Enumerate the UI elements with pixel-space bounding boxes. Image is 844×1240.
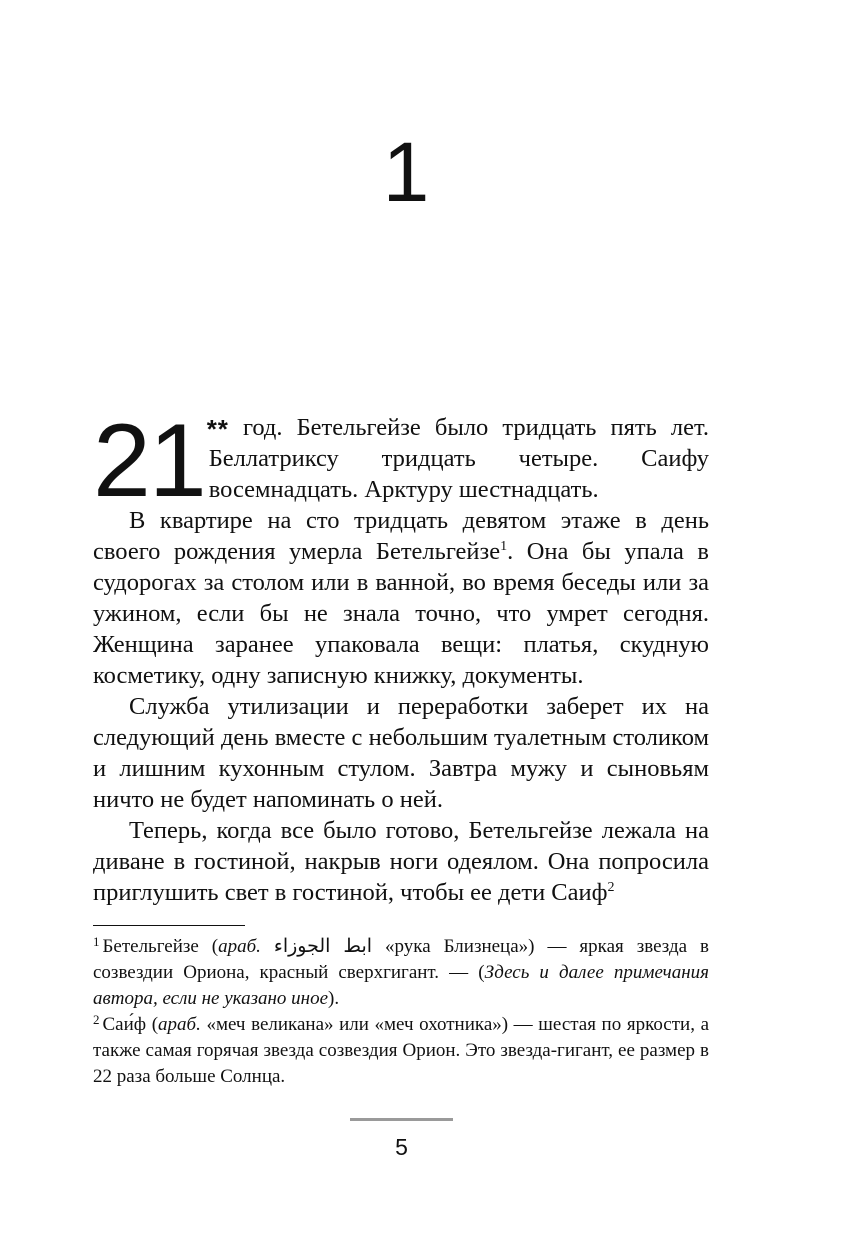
footnote-2 (93, 1012, 709, 1090)
paragraph-1 (93, 403, 709, 519)
footnote-2-mark: 2 (93, 1012, 100, 1027)
page-number-rule (350, 1118, 453, 1121)
paragraph-4-text: Теперь, когда все было готово, Бетельгейзе лежала на диване в гостиной, накрыв ноги одеялом. Она попросила приглушить свет в гостиной, чтобы ее дети Саиф (93, 817, 709, 906)
footnotes (93, 934, 709, 1090)
page-number: 5 (395, 1134, 408, 1160)
footnote-ref-1: 1 (500, 539, 508, 554)
footnote-1-end: ). (328, 988, 340, 1009)
footnote-1-arabic: ابط الجوزاء (273, 936, 373, 957)
footnote-ref-2: 2 (607, 880, 615, 895)
dropcap-year: 21 (93, 403, 205, 519)
footnote-1-before: Бетельгейзе ( (102, 936, 219, 957)
chapter-number: 1 (382, 125, 430, 219)
footnote-2-after: «меч великана» или «меч охотника») — шестая по яркости, а также самая горячая звезда созвездия Орион. Это звезда-гигант, ее размер в 22 раза больше Солнца. (93, 1014, 710, 1087)
footnote-1 (93, 934, 709, 1012)
footnote-divider (93, 925, 245, 926)
footnote-1-italic-note: Здесь и далее примечания автора, если не указано иное (93, 962, 709, 1009)
paragraph-2 (93, 505, 709, 691)
paragraph-4 (93, 815, 709, 908)
paragraph-3: Служба утилизации и переработки заберет их на следующий день вместе с небольшим туалетным столиком и лишним кухонным стулом. Завтра мужу и сыновьям ничто не будет напоминать о ней. (93, 693, 709, 813)
footnote-1-abbr: араб. (218, 936, 261, 957)
footnote-2-before: Саи́ф ( (102, 1014, 159, 1035)
footnote-1-mark: 1 (93, 934, 100, 949)
paragraph-1-text: год. Бетельгейзе было тридцать пять лет. Беллатриксу тридцать четыре. Саифу восемнадцать. Арктуру шестнадцать. (208, 414, 709, 503)
paragraph-2-text-b: . Она бы упала в судорогах за столом или в ванной, во время беседы или за ужином, если бы не знала точно, что умрет сегодня. Женщина заранее упаковала вещи: платья, скудную косметику, одну записную книжку, документы. (93, 538, 709, 689)
footnote-1-after: «рука Близнеца») — яркая звезда в созвездии Ориона, красный сверхгигант. — ( (93, 936, 710, 983)
chapter-body (93, 403, 709, 908)
paragraph-2-text-a: В квартире на сто тридцать девятом этаже в день своего рождения умерла Бетельгейзе (93, 507, 709, 565)
footnote-2-abbr: араб. (158, 1014, 201, 1035)
dropcap-stars: ** (206, 414, 229, 444)
